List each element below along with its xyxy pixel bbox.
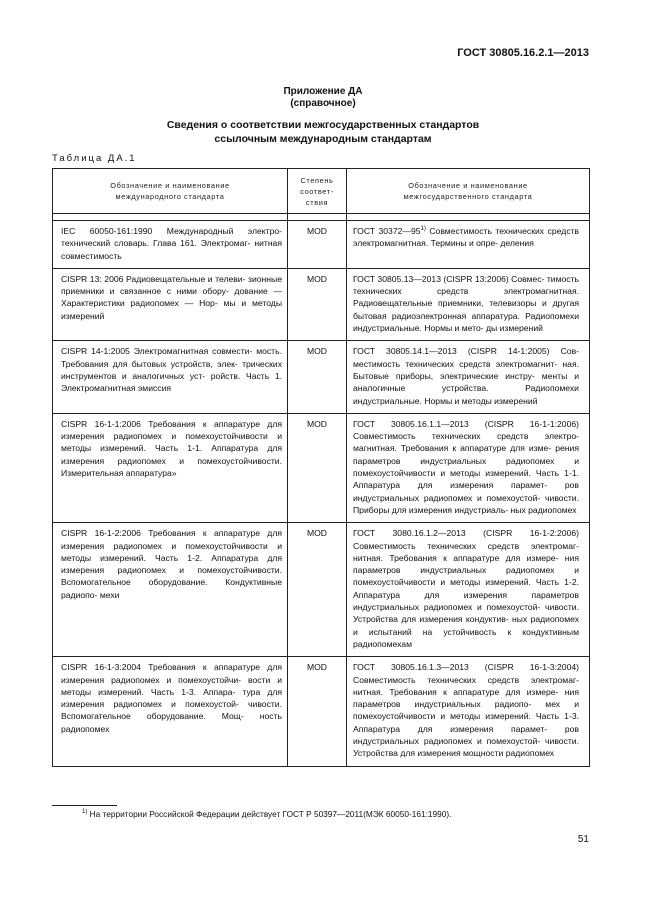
interstate-standard-cell: ГОСТ 30805.16.1.3—2013 (CISPR 16-1-3:2004) Совместимость технических средств электромаг- нитная. Требования к аппаратуре для измере- ния параметров индустриальных радиопо- мех и помехоустойчивости и методы измерений. Часть 1-3. Аппаратура для измерения парамет- ров индустриальных радиопомех и помехоустой- чивости. Устройства для измерения мощности радиопомех [347, 657, 590, 766]
table-row [53, 523, 590, 657]
international-standard-cell: CISPR 13: 2006 Радиовещательные и телеви- зионные приемники и связанное с ними обору- дование — Характеристики радиопомех — Нор- мы и методы измерений [53, 268, 288, 340]
page-number: 51 [577, 834, 589, 845]
header-col3-line-2: межгосударственного стандарта [403, 192, 533, 201]
table-row [53, 657, 590, 766]
international-standard-cell: CISPR 16-1-3:2004 Требования к аппаратуре для измерения радиопомех и помехоустойчи- вости и методы измерений. Часть 1-3. Аппара- тура для измерения радиопомех и помехоустой- чивости. Вспомогательное оборудование. Мощ- ность радиопомех [53, 657, 288, 766]
degree-cell: MOD [288, 413, 347, 522]
international-standard-cell: CISPR 16-1-1:2006 Требования к аппаратуре для измерения радиопомех и помехоустойчивости и методы измерений. Часть 1-1. Аппаратура для измерения радиопомех и помехоустойчивости. Измерительная аппаратура» [53, 413, 288, 522]
header-col1-line-1: Обозначение и наименование [110, 181, 230, 190]
interstate-text: Совместимость технических средств электромагнитная. Термины и опре- деления [353, 226, 580, 249]
header-interstate-standard [347, 169, 590, 214]
interstate-code: ГОСТ 30372—95 [353, 226, 421, 236]
header-col3-line-1: Обозначение и наименование [408, 181, 528, 190]
international-standard-cell: CISPR 14-1:2005 Электромагнитная совмести- мость. Требования для бытовых устройств, элек- трических инструментов и аналогичных уст- ройств. Часть 1. Электромагнитная эмиссия [53, 341, 288, 413]
spacer-cell [347, 214, 590, 221]
degree-cell: MOD [288, 657, 347, 766]
footnote-text: На территории Российской Федерации действует ГОСТ Р 50397—2011(МЭК 60050-161:1990). [87, 809, 452, 819]
degree-cell: MOD [288, 523, 347, 657]
spacer-cell [288, 214, 347, 221]
degree-cell: MOD [288, 268, 347, 340]
table-spacer-row [53, 214, 590, 221]
header-col2-line-2: соответ- [300, 186, 334, 196]
table-header-row [53, 169, 590, 214]
footnote-divider [52, 805, 117, 806]
interstate-standard-cell: ГОСТ 3080.16.1.2—2013 (CISPR 16-1-2:2006) Совместимость технических средств электромаг- нитная. Требования к аппаратуре для измере- ния параметров индустриальных радиопомех и помехоустойчивости и методы измерений. Часть 1-2. Аппаратура для измерения параметров индустриальных радиопомех и помехоустой- чивости. Устройства для измерения кондуктив- ных радиопомех и испытаний на устойчивость к кондуктивным радиопомехам [347, 523, 590, 657]
document-code: ГОСТ 30805.16.2.1—2013 [457, 47, 589, 59]
section-title [0, 118, 646, 146]
table-row [53, 341, 590, 413]
section-title-line-2: ссылочным международным стандартам [214, 133, 432, 145]
footnote-reference: 1) [420, 226, 426, 233]
appendix-type: (справочное) [290, 98, 356, 109]
header-col2-line-3: ствия [305, 197, 329, 207]
table-row [53, 413, 590, 522]
appendix-name: Приложение ДА [283, 86, 363, 97]
interstate-standard-cell: ГОСТ 30805.14.1—2013 (CISPR 14-1:2005) Сов- местимость технических средств электромагнит- ная. Бытовые приборы, электрические инстру- менты и аналогичные устройства. Радиопомехи индустриальные. Нормы и методы измерений [347, 341, 590, 413]
standards-correspondence-table [52, 168, 590, 767]
header-col2-line-1: Степень [300, 175, 334, 185]
international-standard-cell: IEC 60050-161:1990 Международный электро- технический словарь. Глава 161. Электромаг- нитная совместимость [53, 221, 288, 269]
international-standard-cell: CISPR 16-1-2:2006 Требования к аппаратуре для измерения радиопомех и помехоустойчивости и методы измерений. Часть 1-2. Аппаратура для измерения радиопомех и помехоустойчивости. Вспомогательное оборудование. Кондуктивные радиопо- мехи [53, 523, 288, 657]
interstate-standard-cell [347, 221, 590, 269]
footnote-marker: 1) [82, 809, 88, 816]
degree-cell: MOD [288, 341, 347, 413]
degree-cell: MOD [288, 221, 347, 269]
header-degree [288, 169, 347, 214]
table-caption: Таблица ДА.1 [52, 153, 137, 164]
header-international-standard [53, 169, 288, 214]
table-row [53, 221, 590, 269]
interstate-standard-cell: ГОСТ 30805.16.1.1—2013 (CISPR 16-1-1:2006) Совместимость технических средств электро- магнитная. Требования к аппаратуре для изме- рения параметров индустриальных радиопомех и помехоустойчивости и методы измерений. Часть 1-1. Аппаратура для измерения парамет- ров индустриальных радиопомех и помехоустой- чивости. Приборы для измерения индустриаль- ных радиопомех [347, 413, 590, 522]
appendix-title [0, 86, 646, 110]
interstate-standard-cell: ГОСТ 30805.13—2013 (CISPR 13:2006) Совмес- тимость технических средств электромагнитная. Радиовещательные приемники, телевизоры и другая бытовая радиоэлектронная аппаратура. Радиопомехи индустриальные. Нормы и мето- ды измерений [347, 268, 590, 340]
section-title-line-1: Сведения о соответствии межгосударственных стандартов [166, 119, 480, 131]
spacer-cell [53, 214, 288, 221]
header-col1-line-2: международного стандарта [115, 192, 225, 201]
table-row [53, 268, 590, 340]
footnote [82, 809, 451, 819]
